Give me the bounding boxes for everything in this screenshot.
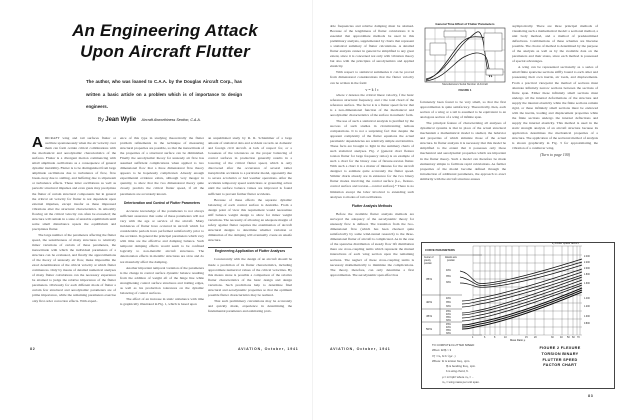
title-line-2: Upon Aircraft Flutter	[80, 42, 250, 61]
article-deck: The author, who was loaned to C.A.A. by the Douglas Aircraft Corp., has written a basic article on a problem which is of importance to design engineers.	[86, 79, 242, 109]
formula-line: b is wing chord, ft.	[446, 369, 469, 374]
byline	[98, 117, 258, 123]
paragraph: The principal feature of characterizing all analyses of dynamical systems is that in place of the actual structural mechanism a mathematical model is studied, the behavior and properties of which simulate those of the actual structure. In flutter analysis it is necessary that this model be simplified to the extent that it possesses only those mechanical and aerodynamic properties which are important in the flutter theory. Such a model can therefore be made elementary simple to facilitate rapid calculations. As further properties of the model become defined through the introduction of additional parameters, the approach to exact similarity with the aircraft structure ensues	[420, 121, 506, 181]
paragraph: Because of these effects the separate dynamic balancing of each control surface is desirable. From a design point of view this requirement would necessitate stiff balance weight design to allow for minor weight variations. The necessity of allowing an adequate margin of safety against flutter requires the examination of aircraft structural designs to determine whether variation or diminution of the damping will eventually create an unsafe structure.	[208, 197, 292, 242]
page-gutter	[312, 0, 313, 420]
column-5	[420, 100, 506, 230]
x-tick: 6	[484, 336, 486, 339]
x-axis-label: Mass Ratio μ	[510, 339, 526, 342]
ea-label: 30%	[446, 332, 451, 335]
ea-label: 30%	[446, 305, 451, 308]
figure-1-title: General Time Effect of Flutter Parameters	[435, 22, 495, 26]
section-heading: Engineering Application of Flutter Analyses	[208, 247, 292, 254]
y-tick: 1.200	[584, 306, 590, 308]
ea-label: 30%	[446, 319, 451, 322]
cg-position-header: Center of gravity position	[424, 257, 434, 265]
x-tick: 70	[577, 336, 580, 339]
column-4	[330, 24, 414, 336]
figure-1-caption: FIGURE 1	[458, 88, 472, 92]
curve-parameters-header: CURVE PARAMETERS	[425, 248, 455, 252]
caption-line: FIGURE 2 FLEXURE	[539, 346, 581, 350]
x-tick: 15	[525, 336, 528, 339]
figure-2-caption	[530, 346, 590, 369]
author-affiliation: Aircraft Airworthiness Section, C.A.A.	[141, 118, 201, 122]
x-tick: 10	[504, 336, 507, 339]
ea-label: 40%	[446, 297, 451, 300]
title-line-1: An Engineering Attack	[72, 21, 258, 40]
ea-label: 45%	[446, 310, 451, 313]
formula-line: When: fα/fβ > 3	[432, 348, 452, 353]
formula-line: m₀ = wing mass per unit span.	[442, 380, 480, 385]
ea-label: 35%	[446, 329, 451, 332]
right-running-foot: AVIATION, October, 1941	[330, 347, 391, 351]
right-page-number: 83	[588, 394, 594, 398]
paragraph: Before the available flutter analysis methods are surveyed the adequacy of the aerodynamic theory for unsteady flow is defined. The transition from the two-dimensional flow (which has been checked quite satisfactorily by some wind-tunnel research) to the three-dimensional flutter of aircraft is complicated. As in the case of the spanwise distribution of steady flow lift distribution there are cross-coupling terms which represent the mutual interactions of each wing section upon the remaining sections. The neglect of these cross-coupling terms is necessary mathematically to minimize the complications. The theory, therefore, can only determine a first approximation. The aerodynamic span effect has	[330, 212, 414, 277]
ea-position-header: Elastic axis position	[445, 257, 457, 262]
y-tick: 1.400	[584, 298, 590, 300]
paragraph: ence of this type in studying theoretically the flutter problem refinements in the technique of measuring structural properties are possible, so that the inexactitude of the properties of a structural surface can be diminished. Finally the aerodynamic theory for unsteady air flow has assumed sufficient complications when applied to two dimensional flow that a three dimensional flow theory appears to be hopelessly complicated. Already enough experimental evidence exists, although very meager in quantity, to show that the two dimensional theory quite closely predicts the critical flutter speed, if all the parameters are accurately known.	[120, 136, 204, 196]
formula-line: fβ is bending freq., cpm.	[446, 364, 476, 369]
paragraph: IRCRAFT wing and tail surfaces flutter or oscillate spontaneously when the air velocity over them can form certain critical combinations with the mechanical and aerodynamic characteristics of the surfaces. Flutter is a divergent motion commencing with small amplitude oscillations as a consequence of general dynamic instability. Flutter is to be distinguished from large amplitude oscillations due to turbulence of flow, flow break-away due to stalling, and buffeting due to slipstream or turbulence effects. These latter oscillations as well as periodic structural impulses and even gusts may precipitate the flutter of certain structural components but in general the critical air velocity for flutter is not dependent upon external impulses, except insofar as these impressed vibrations alter the structural characteristics. In smoothly flowing air the critical velocity can often be exceeded; the structure will remain in a state of unstable equilibrium until some small disturbance upsets the equilibrium and precipitates flutter.	[32, 136, 116, 231]
x-tick: 40	[560, 336, 563, 339]
author-name: Jean Wylie	[105, 117, 137, 123]
corner-label: k₀ Flutter speed factors	[552, 242, 579, 245]
x-tick: 60	[572, 336, 575, 339]
figure-2	[421, 242, 615, 389]
formula-line: μ = m/πρb² where m₀ = ...	[442, 374, 475, 379]
paragraph: That such preliminary calculations may be accurately and quickly made, experience in determining the fundamental parameters and estimating prob-	[208, 298, 292, 313]
ea-label: 40%	[446, 313, 451, 316]
paragraph: asymptotically. There are three principal methods of visualizing such a mathematical model: a sectional method, a unit body method, and a method of predetermined deflections. Combinations of these schemes are likewise possible. The choice of method is determined by the purpose of the analysis as well as by the available data on the parameters and their states, since each method is possessed of special advantages.	[512, 24, 598, 64]
ea-label: 30%	[446, 281, 451, 284]
paragraph: where v denotes the critical linear velocity, f the basic reference structural frequency, and c the total chord of the reference surface. The factor k is a flutter speed factor that is a non-dimensional function of the mechanical and aerodynamic characteristics of the surface in numeric form.	[330, 92, 414, 117]
paragraph: The large number of the parameters affecting the flutter speed, the sensitiveness of many structures to relatively minor variations of certain of these parameters, the inexactitude with which the individual parameters of a structure can be evaluated, and finally the approximations of the theory of unsteady air flow, make impossible the exact determination of the critical velocity at which flutter commences. Only by means of detailed numerical analyses of many flutter calculations can the necessary experience be attained to judge the relative importance of the flutter parameters. Obviously for each different mode of flutter a certain few structural and aerodynamic parameters are of prime importance, while the remaining parameters exercise only first order correction effects. With experi-	[32, 232, 116, 303]
equation: v = k f c	[365, 86, 379, 92]
paragraph: The effect of an increase in static unbalance with time is graphically illustrated in Fig. 1, which is based upon	[120, 296, 204, 306]
ea-label: 35%	[446, 316, 451, 319]
cg-group-4: 50%	[426, 327, 433, 331]
formula-line: Vƒ = k₀ fα b √(μ/...)	[432, 353, 456, 358]
section-heading: Deterioration and Control of Flutter Parameters	[123, 200, 201, 205]
formula-line: TO COMPUTE FLUTTER SPEED	[432, 343, 475, 347]
ea-label: 45%	[446, 323, 451, 326]
y-tick: 1.800	[584, 274, 590, 276]
figure-1	[424, 22, 506, 94]
ea-label: 35%	[446, 301, 451, 304]
formula-block	[432, 343, 532, 385]
article-title	[60, 20, 270, 62]
paragraph: Concurrently with the design of an aircraft should be made a prediction of its flutter characteristics, including approximate numerical values of the critical velocities. By this means alone is possible a comparison of the relative flutter characteristics of the basic design and design variations. Such predictions help to determine final structural and aerodynamic properties so that the optimum possible flutter characteristics may be realized.	[208, 257, 292, 297]
caption-line: FACTOR CHART	[543, 363, 577, 368]
y-tick: 1.600	[584, 283, 590, 285]
continued-line: (Turn to page 100)	[539, 152, 571, 158]
caption-line: TORSION BINARY	[541, 351, 579, 356]
left-page-number: 82	[30, 347, 36, 351]
formula-line: Where: fα is torsion freq., cpm.	[432, 358, 471, 363]
byline-prefix: By	[98, 117, 104, 123]
y-tick: 2.200	[584, 262, 590, 264]
column-1	[32, 136, 116, 336]
paragraph: fortunately been found to be very small, so that the first approximation is quite satisfactory. Theoretically, then, each section of a wing or a tail is assumed to be equivalent to an analogous section of a wing of infinite span.	[420, 100, 506, 120]
ea-label: 35%	[446, 275, 451, 278]
paragraph: The use of such a statistical analysis is justified by the success of such studies in circumventing tedious computations. It is not a surprising fact that despite the apparent complexity of the flutter equations the actual parametric dependencies are relatively simple and intuitive. These facts are brought to light in the summary charts of such statistical analyses. Fig. 2 (general chart flexure torsion flutter for large frequency ratios) is an example of such a chart for the binary case of flexure-torsion flutter. With such a chart it is a matter of minutes for the aircraft designer to estimate quite accurately the flutter speed. Similar charts already are in existence for the two binary flutter modes involving the control surface (i.e., flexure-control surface and torsion—control surface).* There is no limitation except the labor involved to extending such analyses to modes of tail oscillations.	[330, 118, 414, 199]
paragraph: able frequencies and relative damping must be attained. Because of the lengthiness of flutter calculations it is essential that approximate methods be used in this preliminary analysis, supplemented by charts that represent a statistical summary of flutter calculations. A detailed flutter analysis cannot in general be simplified to any great extent, since it is concerned not only with vibration theory but also with the principles of aerodynamics and applied elasticity.	[330, 24, 414, 69]
ea-label: 40%	[446, 269, 451, 272]
y-tick: 2.000	[584, 268, 590, 270]
x-tick: 30	[551, 336, 554, 339]
section-heading: Flutter Analysis Methods	[351, 203, 393, 208]
caption-line: FLUTTER SPEED	[542, 357, 578, 362]
paragraph: Another important temporal variation of the parameters is the change in control surface dynamic balance resulting from the addition of weight aft of the hinge line while strengthening control surface structures and trailing edges, as well as lax production tolerances on the dynamic balancing of control surfaces.	[120, 265, 204, 295]
cg-group-3: 45%	[426, 314, 433, 318]
cg-group-1: 35%	[426, 277, 433, 281]
paragraph: With respect to statistical summaries it can be proved from dimensional considerations that the flutter velocity can be written in the form:	[330, 70, 414, 85]
y-tick: 0.800	[584, 323, 590, 325]
cg-group-2: 40%	[426, 300, 433, 304]
y-tick: 2.400	[584, 256, 590, 258]
figure-1-plot	[424, 27, 506, 83]
x-tick: 50	[567, 336, 570, 339]
drop-cap: A	[32, 136, 43, 151]
column-6	[512, 24, 598, 224]
figure-1-xlabel: Manufacturers Serial Number of Aircraft	[442, 83, 488, 86]
paragraph: an unpublished study by R. R. Schlemmer of a large amount of statistical data and accident records on domestic and foreign civil aircraft. A lack of respect for, or a looseness of the tolerances on the proper balancing of control surfaces in production generally results in a lowering of the critical flutter speed, which is only discovered after the occurrence of several rather inexplicable accidents to a particular model, apparently due to severe acrobatics or bad weather operations. After the accidents temporary speed restrictions or grounding action until the surface balance values are improved is found sufficient to prevent further flutter accidents.	[208, 136, 292, 196]
column-2	[120, 136, 204, 336]
ea-label: 40%	[446, 326, 451, 329]
column-3	[208, 136, 292, 336]
y-tick: 1.000	[584, 316, 590, 318]
paragraph: A wing can be represented sectionally as a series of small finite spanwise sections stiffly bound to each other and possessing their own inertia, air loads, and displacements. From a practical viewpoint the method of sections must alternate infinitely narrow sections between the sections of finite span. Either these infinitely small sections must undergo all the internal deformations of the structure and supply the internal elasticity while the finite sections remain rigid, or these infinitely small sections must be endowed with the inertia, loading and displacement properties while the finite sections undergo the internal deflections and supply the internal elasticity. This method is used in the static strength analysis of an aircraft structure because its application determines the mechanical properties of a structure. The application of the sectional method of analysis is shown graphically in Fig. 3 for approximating the vibration of a cantilever wing.	[512, 65, 598, 151]
left-running-foot: AVIATION, October, 1941	[238, 347, 299, 351]
paragraph: Accurate knowledge of the parameters is not always sufficient assurance that some of these parameters will not vary with the age or service of the aircraft. Many incidences of flutter have occurred in aircraft which for considerable periods have performed satisfactorily prior to the accident. In general the principal parameters which vary with time are the effective and damping balance. Such temporal damping effects would seem to be confined logically to non-metallic aircraft structures. The deterioration effects in metallic structures are slow and do not materially affect the damping.	[120, 209, 204, 264]
x-tick: 4	[472, 336, 474, 339]
x-tick: 8	[494, 336, 496, 339]
x-tick: 20	[534, 336, 537, 339]
